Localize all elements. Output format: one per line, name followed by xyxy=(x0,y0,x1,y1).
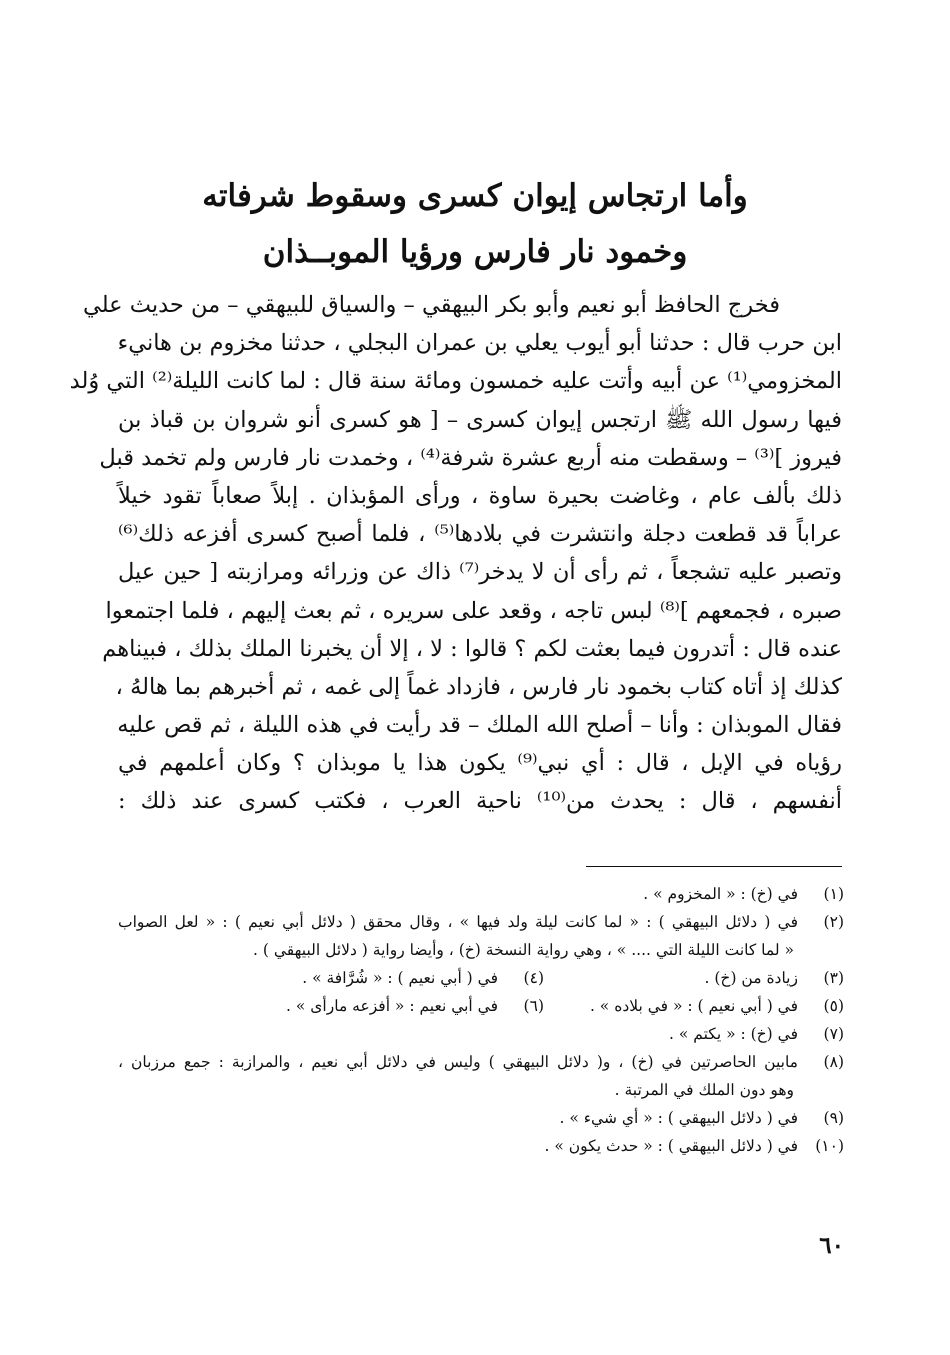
footnote-number: (٦) xyxy=(523,997,544,1015)
footnote-text: في ( دلائل البيهقي ) : « لما كانت ليلة ولد فيها » ، وقال محقق ( دلائل أبي نعيم ) : « لعل الصواب xyxy=(118,913,798,931)
footnote-2 xyxy=(118,908,844,936)
text-line: ابن حرب قال : حدثنا أبو أيوب يعلي بن عمران البجلي ، حدثنا مخزوم بن هانيء xyxy=(117,330,842,357)
main-text xyxy=(69,286,843,821)
footnote-text: في (خ) : « يكتم » . xyxy=(669,1025,798,1043)
footnote-text: زيادة من (خ) . xyxy=(704,969,798,987)
footnote-5 xyxy=(544,992,844,1020)
text-line: عراباً قد قطعت دجلة وانتشرت في بلادها⁽⁵⁾ ، فلما أصبح كسرى أفزعه ذلك⁽⁶⁾ xyxy=(118,521,842,548)
footnote-text: في أبي نعيم : « أفزعه مارأى » . xyxy=(286,997,498,1015)
page-number: ٦٠ xyxy=(819,1232,844,1259)
chapter-heading xyxy=(100,168,850,280)
footnote-7 xyxy=(118,1020,844,1048)
footnote-number: (٢) xyxy=(823,913,844,931)
footnote-number: (١) xyxy=(823,885,844,903)
footnote-number: (٥) xyxy=(823,997,844,1015)
footnote-number: (٤) xyxy=(523,969,544,987)
footnote-row-3-4 xyxy=(118,964,844,992)
footnote-3 xyxy=(544,964,844,992)
footnote-number: (١٠) xyxy=(815,1137,844,1155)
text-line: عنده قال : أتدرون فيما بعثت لكم ؟ قالوا : لا ، إلا أن يخبرنا الملك بذلك ، فبيناهم xyxy=(102,635,842,662)
footnote-text: في ( أبي نعيم ) : « في بلاده » . xyxy=(589,997,798,1015)
text-line: فقال الموبذان : وأنا – أصلح الله الملك – قد رأيت في هذه الليلة ، ثم قص عليه xyxy=(117,712,842,739)
footnote-text: في ( أبي نعيم ) : « شُرَّافة » . xyxy=(302,969,498,987)
text-line: فيروز ]⁽³⁾ – وسقطت منه أربع عشرة شرفة⁽⁴⁾ ، وخمدت نار فارس ولم تخمد قبل xyxy=(99,444,842,471)
footnote-row-5-6 xyxy=(118,992,844,1020)
footnote-1 xyxy=(118,880,844,908)
footnote-number: (٣) xyxy=(823,969,844,987)
footnotes xyxy=(118,880,844,1160)
text-line: صبره ، فجمعهم ]⁽⁸⁾ لبس تاجه ، وقعد على سريره ، ثم بعث إليهم ، فلما اجتمعوا xyxy=(105,597,842,624)
footnote-4 xyxy=(302,964,544,992)
footnote-8 xyxy=(118,1048,844,1076)
footnote-text: مابين الحاصرتين في (خ) ، و( دلائل البيهقي ) وليس في دلائل أبي نعيم ، والمرازبة : جمع مرزبان ، xyxy=(118,1053,798,1071)
footnote-separator xyxy=(586,866,842,867)
footnote-6 xyxy=(286,992,544,1020)
text-line: كذلك إذ أتاه كتاب بخمود نار فارس ، فازداد غماً إلى غمه ، ثم أخبرهم بما هالهُ ، xyxy=(115,673,842,700)
text-line: المخزومي⁽¹⁾ عن أبيه وأتت عليه خمسون ومائة سنة قال : لما كانت الليلة⁽²⁾ التي وُلد xyxy=(69,368,842,395)
footnote-10 xyxy=(118,1132,844,1160)
text-line: ذلك بألف عام ، وغاضت بحيرة ساوة ، ورأى المؤبذان . إبلاً صعاباً تقود خيلاً xyxy=(118,482,842,509)
text-line: فيها رسول الله ﷺ ارتجس إيوان كسرى – [ هو كسرى أنو شروان بن قباذ بن xyxy=(118,406,842,433)
footnote-number: (٩) xyxy=(823,1109,844,1127)
footnote-number: (٧) xyxy=(823,1025,844,1043)
footnote-text: في (خ) : « المخزوم » . xyxy=(643,885,798,903)
footnote-text: في ( دلائل البيهقي ) : « أي شيء » . xyxy=(559,1109,798,1127)
footnote-8-continued: وهو دون الملك في المرتبة . xyxy=(614,1081,794,1099)
footnote-text: في ( دلائل البيهقي ) : « حدث يكون » . xyxy=(544,1137,798,1155)
footnote-9 xyxy=(118,1104,844,1132)
footnote-2-continued: « لما كانت الليلة التي .... » ، وهي رواية النسخة (خ) ، وأيضا رواية ( دلائل البيهقي ) . xyxy=(253,941,794,959)
heading-line-2: وخمود نار فارس ورؤيا الموبــذان xyxy=(262,234,688,270)
text-line: رؤياه في الإبل ، قال : أي نبي⁽⁹⁾ يكون هذا يا موبذان ؟ وكان أعلمهم في xyxy=(118,750,843,777)
heading-line-1: وأما ارتجاس إيوان كسرى وسقوط شرفاته xyxy=(202,178,748,214)
text-line: أنفسهم ، قال : يحدث من⁽¹⁰⁾ ناحية العرب ، فكتب كسرى عند ذلك : xyxy=(118,788,842,815)
footnote-number: (٨) xyxy=(823,1053,844,1071)
text-line: فخرج الحافظ أبو نعيم وأبو بكر البيهقي – والسياق للبيهقي – من حديث علي xyxy=(82,292,780,318)
text-line: وتصبر عليه تشجعاً ، ثم رأى أن لا يدخر⁽⁷⁾ ذاك عن وزرائه ومرازبته [ حين عيل xyxy=(118,559,842,586)
